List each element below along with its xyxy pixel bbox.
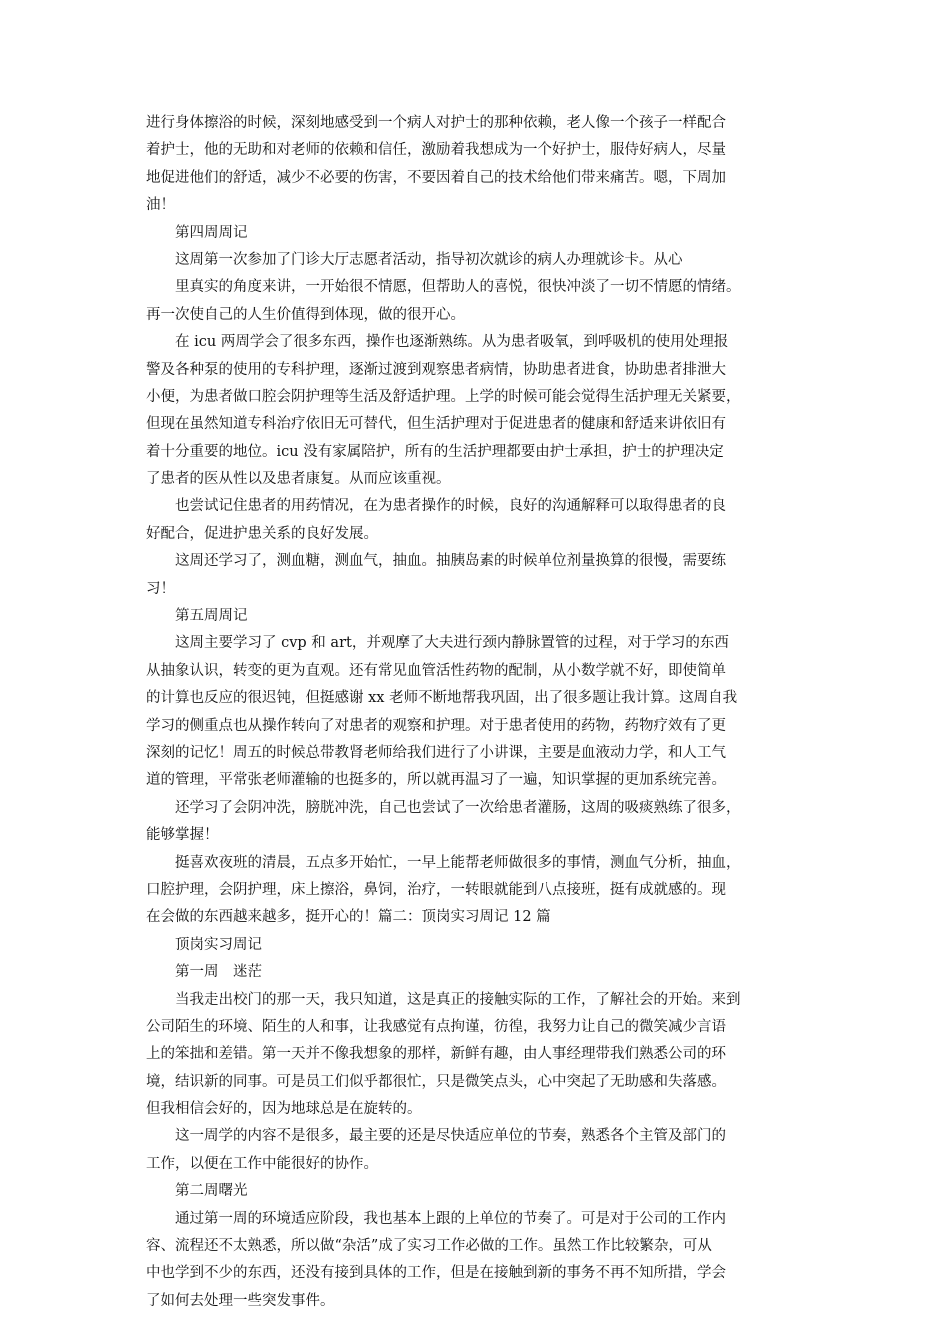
text-line: 这一周学的内容不是很多，最主要的还是尽快适应单位的节奏，熟悉各个主管及部门的 xyxy=(175,1128,726,1145)
text-line: 中也学到不少的东西，还没有接到具体的工作，但是在接触到新的事务不再不知所措，学会 xyxy=(146,1265,726,1282)
text-line: 了如何去处理一些突发事件。 xyxy=(146,1292,335,1309)
text-line: 顶岗实习周记 xyxy=(175,936,262,953)
text-line: 习！ xyxy=(146,580,175,597)
text-line: 上的笨拙和差错。第一天并不像我想象的那样，新鲜有趣，由人事经理带我们熟悉公司的环 xyxy=(146,1046,726,1063)
text-line: 但我相信会好的，因为地球总是在旋转的。 xyxy=(146,1101,422,1118)
text-line: 着护士，他的无助和对老师的依赖和信任，激励着我想成为一个好护士，服侍好病人，尽量 xyxy=(146,142,726,159)
document-body xyxy=(146,110,812,1315)
text-line: 在 icu 两周学会了很多东西，操作也逐渐熟练。从为患者吸氧，到呼吸机的使用处理报 xyxy=(175,334,729,351)
text-line: 但现在虽然知道专科治疗依旧无可替代，但生活护理对于促进患者的健康和舒适来讲依旧有 xyxy=(146,416,726,433)
text-line: 道的管理，平常张老师灌输的也挺多的，所以就再温习了一遍，知识掌握的更加系统完善。 xyxy=(146,772,726,789)
text-line: 里真实的角度来讲，一开始很不情愿，但帮助人的喜悦，很快冲淡了一切不情愿的情绪。 xyxy=(175,279,741,296)
text-line: 第一周 迷茫 xyxy=(175,964,262,981)
text-line: 地促进他们的舒适，减少不必要的伤害，不要因着自己的技术给他们带来痛苦。嗯，下周加 xyxy=(146,169,726,186)
text-line: 再一次使自己的人生价值得到体现，做的很开心。 xyxy=(146,306,465,323)
text-line: 第五周周记 xyxy=(175,608,248,625)
text-line: 也尝试记住患者的用药情况，在为患者操作的时候，良好的沟通解释可以取得患者的良 xyxy=(175,498,726,515)
text-line: 这周还学习了，测血糖，测血气，抽血。抽胰岛素的时候单位剂量换算的很慢，需要练 xyxy=(175,553,726,570)
text-line: 着十分重要的地位。icu 没有家属陪护，所有的生活护理都要由护士承担，护士的护理决定 xyxy=(146,443,724,460)
text-line: 小便，为患者做口腔会阴护理等生活及舒适护理。上学的时候可能会觉得生活护理无关紧要， xyxy=(146,388,741,405)
text-line: 学习的侧重点也从操作转向了对患者的观察和护理。对于患者使用的药物，药物疗效有了更 xyxy=(146,717,726,734)
text-line: 好配合，促进护患关系的良好发展。 xyxy=(146,525,378,542)
text-line: 公司陌生的环境、陌生的人和事，让我感觉有点拘谨，彷徨，我努力让自己的微笑减少言语 xyxy=(146,1018,726,1035)
text-line: 这周第一次参加了门诊大厅志愿者活动，指导初次就诊的病人办理就诊卡。从心 xyxy=(175,251,683,268)
text-line: 当我走出校门的那一天，我只知道，这是真正的接触实际的工作，了解社会的开始。来到 xyxy=(175,991,741,1008)
text-line: 通过第一周的环境适应阶段，我也基本上跟的上单位的节奏了。可是对于公司的工作内 xyxy=(175,1210,726,1227)
text-line: 挺喜欢夜班的清晨，五点多开始忙，一早上能帮老师做很多的事情，测血气分析，抽血， xyxy=(175,854,741,871)
text-line: 境，结识新的同事。可是员工们似乎都很忙，只是微笑点头，心中突起了无助感和失落感。 xyxy=(146,1073,726,1090)
text-line: 这周主要学习了 cvp 和 art，并观摩了大夫进行颈内静脉置管的过程，对于学习的东西 xyxy=(175,635,729,652)
text-line: 第四周周记 xyxy=(175,224,248,241)
text-line: 警及各种泵的使用的专科护理，逐渐过渡到观察患者病情，协助患者进食，协助患者排泄大 xyxy=(146,361,726,378)
text-line: 了患者的医从性以及患者康复。从而应该重视。 xyxy=(146,471,451,488)
text-line: 容、流程还不太熟悉，所以做“杂活”成了实习工作必做的工作。虽然工作比较繁杂，可从 xyxy=(146,1238,712,1255)
text-line: 的计算也反应的很迟钝，但挺感谢 xx 老师不断地帮我巩固，出了很多题让我计算。这周自我 xyxy=(146,690,738,707)
text-line: 还学习了会阴冲洗，膀胱冲洗，自己也尝试了一次给患者灌肠，这周的吸痰熟练了很多， xyxy=(175,799,741,816)
text-line: 口腔护理，会阴护理，床上擦浴，鼻饲，治疗，一转眼就能到八点接班，挺有成就感的。现 xyxy=(146,881,726,898)
text-line: 从抽象认识，转变的更为直观。还有常见血管活性药物的配制，从小数学就不好，即使简单 xyxy=(146,662,726,679)
text-line: 在会做的东西越来越多，挺开心的！篇二：顶岗实习周记 12 篇 xyxy=(146,909,551,926)
text-line: 进行身体擦浴的时候，深刻地感受到一个病人对护士的那种依赖，老人像一个孩子一样配合 xyxy=(146,115,726,131)
text-line: 工作，以便在工作中能很好的协作。 xyxy=(146,1155,378,1172)
text-line: 第二周曙光 xyxy=(175,1183,248,1200)
text-line: 油！ xyxy=(146,197,175,214)
text-line: 深刻的记忆！周五的时候总带教肾老师给我们进行了小讲课，主要是血液动力学，和人工气 xyxy=(146,744,726,761)
text-line: 能够掌握！ xyxy=(146,827,219,844)
